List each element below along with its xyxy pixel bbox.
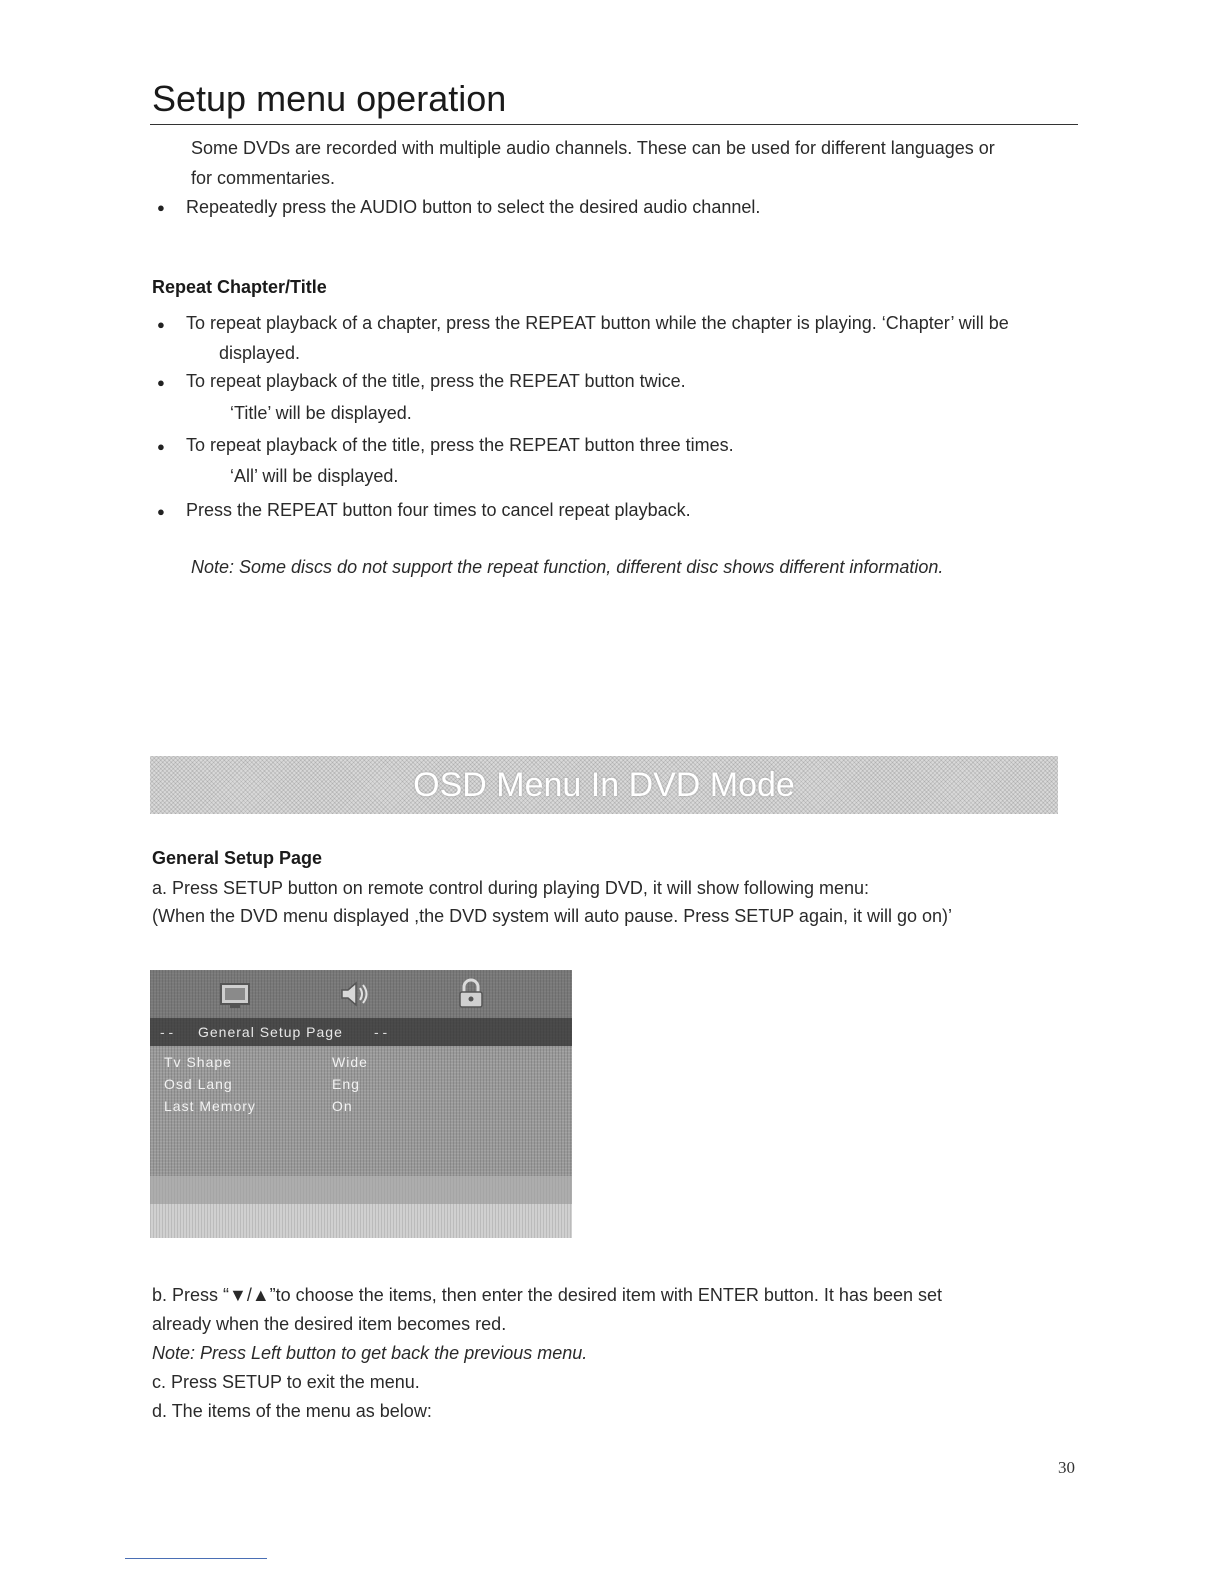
osd-banner-title: OSD Menu In DVD Mode	[413, 766, 795, 804]
menu-row-label: Last Memory	[164, 1098, 256, 1114]
step-note: Note: Press Left button to get back the previous menu.	[152, 1343, 588, 1363]
repeat-bullet3-line1: To repeat playback of the title, press the REPEAT button three times.	[186, 435, 734, 455]
menu-footer	[150, 1176, 572, 1238]
menu-row-value: On	[332, 1098, 353, 1114]
step-b-line2: already when the desired item becomes red.	[152, 1314, 507, 1334]
menu-row[interactable]	[150, 1074, 572, 1094]
step-c-text: c. Press SETUP to exit the menu.	[152, 1372, 420, 1392]
general-setup-icon	[218, 978, 252, 1010]
step-d-text: d. The items of the menu as below:	[152, 1401, 432, 1421]
menu-row-value: Eng	[332, 1076, 360, 1092]
audio-intro-line2: for commentaries.	[191, 168, 336, 188]
repeat-note: Note: Some discs do not support the repeat function, different disc shows different information.	[191, 557, 944, 577]
bullet-icon: ●	[157, 200, 165, 215]
audio-bullet-text: Repeatedly press the AUDIO button to select the desired audio channel.	[186, 197, 761, 217]
menu-footer-bar	[150, 1176, 572, 1204]
menu-icon-bar	[150, 970, 572, 1018]
menu-row-value: Wide	[332, 1054, 368, 1070]
osd-banner	[150, 756, 1058, 814]
step-a-text: a. Press SETUP button on remote control during playing DVD, it will show following menu:	[152, 878, 870, 898]
repeat-bullet2-line2: ‘Title’ will be displayed.	[230, 403, 412, 423]
footer-divider	[125, 1558, 267, 1559]
title-divider	[150, 124, 1078, 125]
bullet-icon: ●	[157, 504, 165, 519]
menu-header-text: General Setup Page	[198, 1024, 343, 1040]
page-title: Setup menu operation	[152, 78, 507, 119]
bullet-icon: ●	[157, 375, 165, 390]
audio-intro-line1: Some DVDs are recorded with multiple audio channels. These can be used for different languages or	[191, 138, 995, 158]
repeat-bullet1-line1: To repeat playback of a chapter, press the REPEAT button while the chapter is playing. ‘Chapter’ will be	[186, 313, 1009, 333]
menu-row-label: Osd Lang	[164, 1076, 233, 1092]
preference-lock-icon	[454, 978, 488, 1010]
menu-header	[150, 1018, 572, 1046]
menu-screenshot	[150, 970, 572, 1238]
repeat-bullet3-line2: ‘All’ will be displayed.	[230, 466, 399, 486]
repeat-bullet4-text: Press the REPEAT button four times to cancel repeat playback.	[186, 500, 691, 520]
bullet-icon: ●	[157, 439, 165, 454]
audio-setup-icon	[336, 978, 370, 1010]
menu-row-label: Tv Shape	[164, 1054, 232, 1070]
page-number: 30	[1058, 1458, 1075, 1477]
menu-header-dashes-left: - -	[160, 1024, 174, 1040]
general-setup-heading: General Setup Page	[152, 848, 323, 868]
step-b-line1: b. Press “▼/▲”to choose the items, then enter the desired item with ENTER button. It has been set	[152, 1285, 943, 1305]
menu-row[interactable]	[150, 1052, 572, 1072]
step-a-note: (When the DVD menu displayed ,the DVD system will auto pause. Press SETUP again, it will go on)’	[152, 906, 953, 926]
repeat-bullet1-line2: displayed.	[219, 343, 301, 363]
menu-row[interactable]	[150, 1096, 572, 1116]
menu-header-dashes-right: - -	[374, 1024, 388, 1040]
bullet-icon: ●	[157, 317, 165, 332]
repeat-bullet2-line1: To repeat playback of the title, press the REPEAT button twice.	[186, 371, 686, 391]
repeat-heading: Repeat Chapter/Title	[152, 277, 327, 297]
